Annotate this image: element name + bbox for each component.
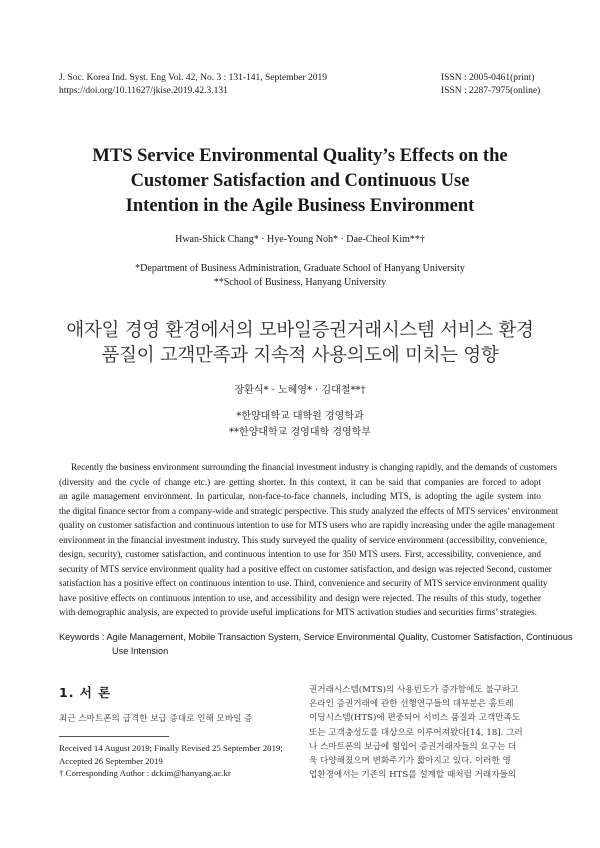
abstract-line: satisfaction has a positive effect on continuous intention to use. Third, convenience and security of MTS service environment quality bbox=[59, 578, 548, 588]
abstract bbox=[59, 460, 559, 620]
keywords bbox=[59, 630, 573, 658]
issn-block bbox=[441, 72, 540, 98]
issn-online: ISSN : 2287-7975(online) bbox=[441, 86, 541, 96]
section-heading-introduction: 1. 서 론 bbox=[59, 685, 112, 700]
english-affiliations bbox=[0, 262, 600, 290]
korean-affiliation-2: **한양대학교 경영대학 경영학부 bbox=[229, 427, 371, 438]
issn-print: ISSN : 2005-0461(print) bbox=[441, 73, 535, 83]
footnote-divider bbox=[59, 736, 169, 737]
korean-affiliation-1: *한양대학교 대학원 경영학과 bbox=[236, 411, 364, 422]
english-affiliation-1: *Department of Business Administration, Graduate School of Hanyang University bbox=[135, 263, 465, 274]
abstract-line: have positive effects on continuous intention to use, and accessibility and design were rejected. The results of this study, together bbox=[59, 592, 541, 603]
body-line: 업환경에서는 기존의 HTS를 설계할 때처럼 거래자들의 bbox=[309, 770, 517, 781]
footnote-accepted: Accepted 26 September 2019 bbox=[59, 755, 163, 766]
abstract-line: an agile management environment. In particular, non-face-to-face channels, including MTS, is adopting the agile system into bbox=[59, 491, 541, 501]
body-line: 또는 고객충성도를 대상으로 이루어져왔다[14, 18]. 그러 bbox=[309, 727, 523, 738]
abstract-line: the digital finance sector from a company-wide and strategic perspective. This study analyzed the effects of MTS services’ environment bbox=[59, 505, 559, 516]
korean-title-line-2: 품질이 고객만족과 지속적 사용의도에 미치는 영향 bbox=[101, 345, 499, 366]
korean-title bbox=[0, 318, 600, 368]
keywords-label: Keywords : bbox=[59, 632, 105, 642]
keywords-line-1 bbox=[59, 630, 573, 644]
body-line: 욱 다양해졌으며 변화주기가 짧아지고 있다. 이러한 영 bbox=[309, 756, 511, 767]
keywords-line-2: Use Intension bbox=[112, 646, 169, 656]
abstract-line: quality on customer satisfaction and continuous intention to use for MTS users who are rapidly increasing under the agile management bbox=[59, 520, 555, 530]
footnote-corresponding-author: † Corresponding Author : dckim@hanyang.ac.kr bbox=[59, 768, 231, 778]
footnote-received: Received 14 August 2019; Finally Revised 25 September 2019; bbox=[59, 743, 283, 753]
body-line: 권거래시스템(MTS)의 사용빈도가 증가함에도 불구하고 bbox=[309, 685, 519, 695]
footnotes bbox=[59, 742, 299, 780]
citation-block bbox=[59, 72, 327, 98]
english-affiliation-2: **School of Business, Hanyang University bbox=[213, 277, 387, 288]
english-title-line-3: Intention in the Agile Business Environment bbox=[125, 196, 475, 216]
journal-citation: J. Soc. Korea Ind. Syst. Eng Vol. 42, No. 3 : 131-141, September 2019 bbox=[59, 73, 328, 83]
keywords-list: Agile Management, Mobile Transaction System, Service Environmental Quality, Customer Satisfaction, Continuous bbox=[106, 632, 573, 642]
korean-authors: 장환식* · 노혜영* · 김대철**† bbox=[234, 385, 366, 396]
body-line: 이딩시스템(HTS)에 편중되어 서비스 품질과 고객만족도 bbox=[309, 713, 521, 724]
korean-title-line-1: 애자일 경영 환경에서의 모바일증권거래시스템 서비스 환경 bbox=[66, 320, 534, 341]
abstract-line: with demographic analysis, are expected to provide useful implications for MTS activation studies and securities firms’ strategies. bbox=[59, 607, 537, 617]
english-title-line-1: MTS Service Environmental Quality’s Effects on the bbox=[92, 146, 508, 166]
body-line: 온라인 증권거래에 관한 선행연구들의 대부분은 홈트레 bbox=[309, 699, 514, 710]
body-line: 나 스마트폰의 보급에 힘입어 증권거래자들의 요구는 더 bbox=[309, 741, 517, 752]
abstract-line: security of MTS service environment quality had a positive effect on customer satisfaction, and design was rejected Second, customer bbox=[59, 563, 552, 574]
abstract-line: (diversity and the cycle of change etc.) are getting shorter. In this context, it can be said that companies are forced to adopt bbox=[59, 476, 541, 487]
introduction-left-text: 최근 스마트폰의 급격한 보급 증대로 인해 모바일 증 bbox=[59, 714, 253, 724]
english-title-line-2: Customer Satisfaction and Continuous Use bbox=[130, 171, 470, 191]
abstract-line: design, security), customer satisfaction, and continuous intention to use for 350 MTS users. First, accessibility, convenience, and bbox=[59, 549, 541, 559]
korean-affiliations bbox=[0, 409, 600, 441]
english-authors: Hwan-Shick Chang* · Hye-Young Noh* · Dae-Cheol Kim**† bbox=[175, 234, 425, 245]
doi-link[interactable]: https://doi.org/10.11627/jkise.2019.42.3.131 bbox=[59, 86, 228, 96]
abstract-line: Recently the business environment surrounding the financial investment industry is changing rapidly, and the demands of customers bbox=[71, 462, 557, 472]
introduction-right-column bbox=[309, 683, 541, 782]
abstract-line: environment in the financial investment industry. This study surveyed the quality of service environment (accessibility, convenience, bbox=[59, 534, 547, 545]
english-title bbox=[0, 144, 600, 219]
